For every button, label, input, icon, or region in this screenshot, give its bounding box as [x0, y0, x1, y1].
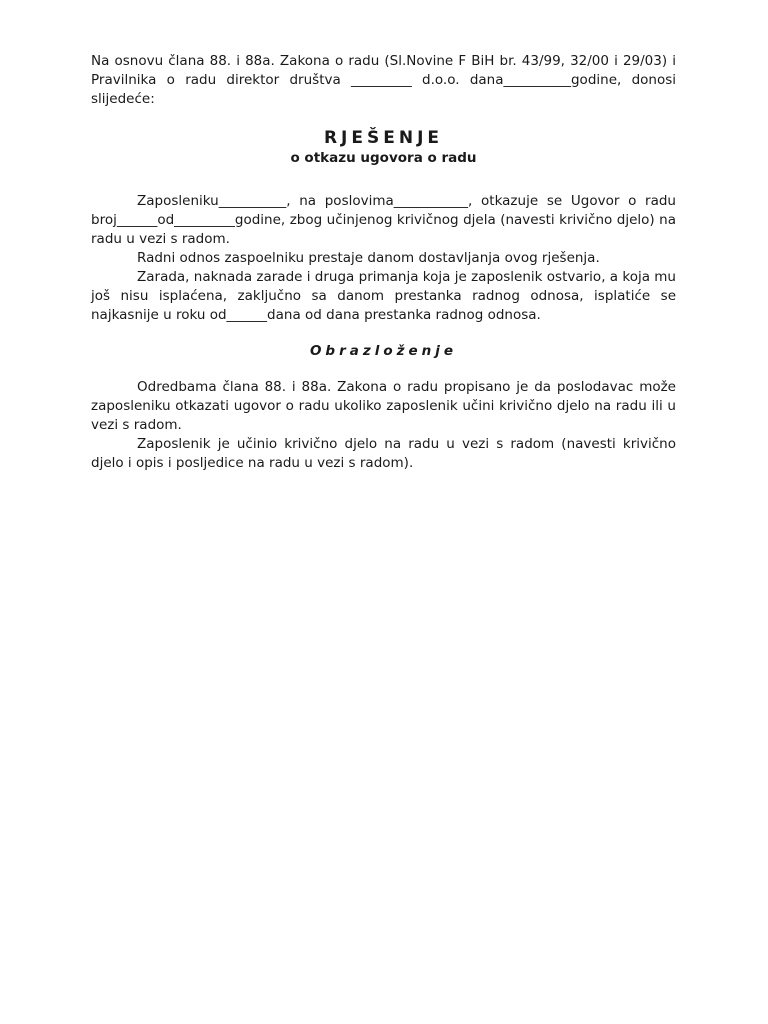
explanation-paragraph-2: Zaposlenik je učinio krivično djelo na radu u vezi s radom (navesti krivično djelo i opis i posljedice na radu u vezi s radom).	[91, 436, 676, 471]
document-subtitle: o otkazu ugovora o radu	[290, 150, 477, 166]
decision-paragraph-3: Zarada, naknada zarade i druga primanja koja je zaposlenik ostvario, a koja mu još nisu isplaćena, zaključno sa danom prestanka radnog odnosa, isplatiće se najkasnije u roku od______dana od dana prestanka radnog odnosa.	[91, 269, 676, 323]
explanation-paragraph-1: Odredbama člana 88. i 88a. Zakona o radu propisano je da poslodavac može zaposleniku otkazati ugovor o radu ukoliko zaposlenik učini krivično djelo na radu ili u vezi s radom.	[91, 379, 676, 433]
document-title: RJEŠENJE	[323, 128, 444, 148]
decision-paragraph-2: Radni odnos zaspoelniku prestaje danom dostavljanja ovog rješenja.	[137, 250, 600, 266]
document-page	[91, 52, 676, 473]
decision-section	[91, 192, 676, 325]
intro-paragraph: Na osnovu člana 88. i 88a. Zakona o radu (Sl.Novine F BiH br. 43/99, 32/00 i 29/03) i Pravilnika o radu direktor društva _________ d.o.o. dana__________godine, donosi slijedeće:	[91, 53, 676, 107]
explanation-heading: Obrazloženje	[309, 343, 458, 359]
decision-paragraph-1: Zaposleniku__________, na poslovima___________, otkazuje se Ugovor o radu broj______od_________godine, zbog učinjenog krivičnog djela (navesti krivično djelo) na radu u vezi s radom.	[91, 193, 676, 247]
explanation-section	[91, 378, 676, 473]
